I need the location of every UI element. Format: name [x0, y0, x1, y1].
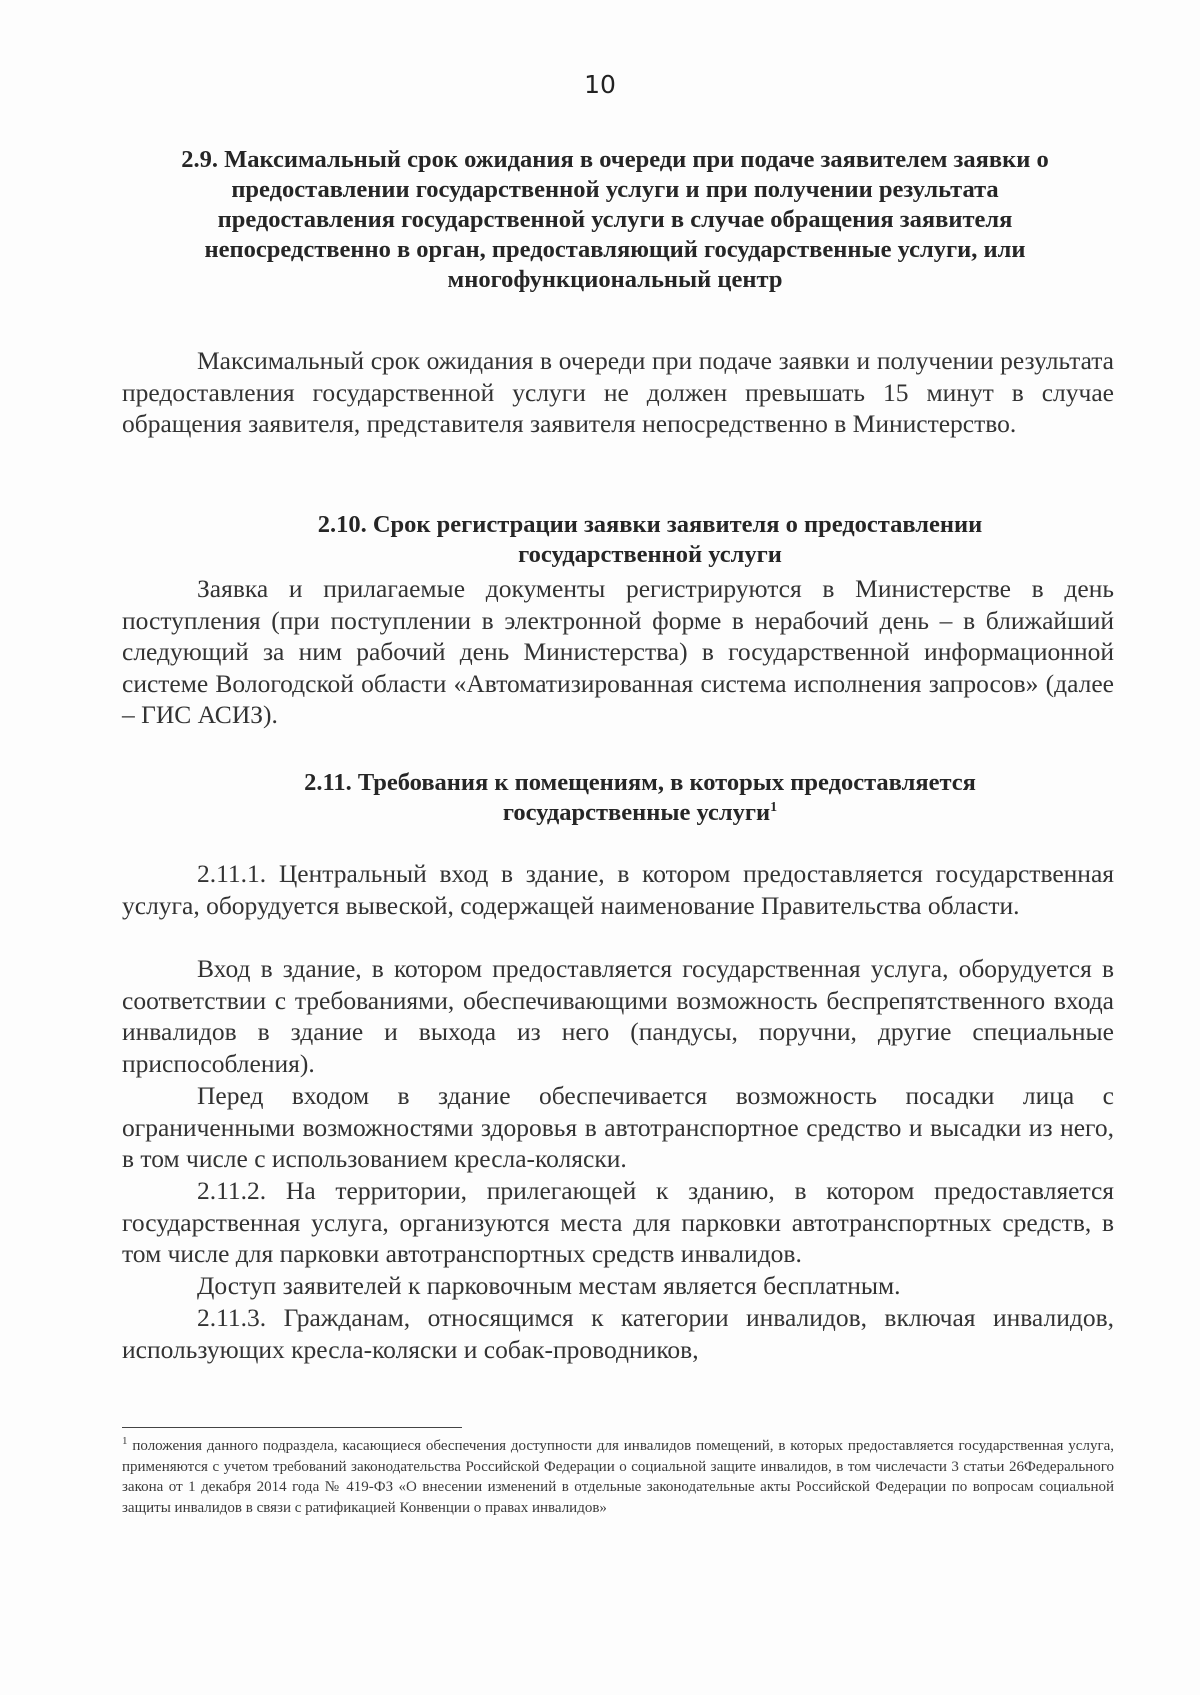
- section-2-11-heading: [250, 768, 1030, 828]
- paragraph-parking-free: Доступ заявителей к парковочным местам является бесплатным.: [197, 1271, 901, 1300]
- section-2-10-paragraph: Заявка и прилагаемые документы регистрируются в Министерстве в день поступления (при поступлении в электронной форме в нерабочий день – в ближайший следующий за ним рабочий день Министерства) в государственной информационной системе Вологодской области «Автоматизированная система исполнения запросов» (далее – ГИС АСИЗ).: [122, 574, 1114, 729]
- section-2-10-heading: 2.10. Срок регистрации заявки заявителя о предоставлении государственной услуги: [317, 511, 983, 568]
- section-2-11-heading-text: 2.11. Требования к помещениям, в которых предоставляется государственные услуги: [304, 769, 976, 826]
- page-number: 10: [584, 70, 616, 99]
- paragraph-2-11-2: 2.11.2. На территории, прилегающей к зданию, в котором предоставляется государственная услуга, организуются места для парковки автотранспортных средств, в том числе для парковки автотранспортных средств инвалидов.: [122, 1176, 1114, 1268]
- footnote-separator: [122, 1427, 462, 1428]
- section-2-9-heading: 2.9. Максимальный срок ожидания в очереди при подаче заявителем заявки о предоставлении государственной услуги и при получении результата предоставления государственной услуги в случае обращения заявителя непосредственно в орган, предоставляющий государственные услуги, или многофункциональный центр: [181, 146, 1049, 293]
- footnote: [122, 1436, 1114, 1518]
- footnote-reference: 1: [770, 799, 778, 815]
- paragraph-boarding: Перед входом в здание обеспечивается возможность посадки лица с ограниченными возможностями здоровья в автотранспортное средство и высадки из него, в том числе с использованием кресла-коляски.: [122, 1081, 1114, 1173]
- paragraph-2-11-3: 2.11.3. Гражданам, относящимся к категории инвалидов, включая инвалидов, использующих кресла-коляски и собак-проводников,: [122, 1303, 1114, 1364]
- paragraph-2-11-1: 2.11.1. Центральный вход в здание, в котором предоставляется государственная услуга, оборудуется вывеской, содержащей наименование Правительства области.: [122, 859, 1114, 920]
- section-2-9-paragraph: Максимальный срок ожидания в очереди при подаче заявки и получении результата предоставления государственной услуги не должен превышать 15 минут в случае обращения заявителя, представителя заявителя непосредственно в Министерство.: [122, 346, 1114, 438]
- footnote-mark: 1: [122, 1435, 128, 1447]
- paragraph-entrance-equipment: Вход в здание, в котором предоставляется государственная услуга, оборудуется в соответствии с требованиями, обеспечивающими возможность беспрепятственного входа инвалидов в здание и выхода из него (пандусы, поручни, другие специальные приспособления).: [122, 954, 1114, 1078]
- footnote-text: положения данного подраздела, касающиеся обеспечения доступности для инвалидов помещений, в которых предоставляется государственная услуга, применяются с учетом требований законодательства Российской Федерации о социальной защите инвалидов, в том числечасти 3 статьи 26Федерального закона от 1 декабря 2014 года № 419-ФЗ «О внесении изменений в отдельные законодательные акты Российской Федерации по вопросам социальной защиты инвалидов в связи с ратификацией Конвенции о правах инвалидов»: [122, 1438, 1115, 1516]
